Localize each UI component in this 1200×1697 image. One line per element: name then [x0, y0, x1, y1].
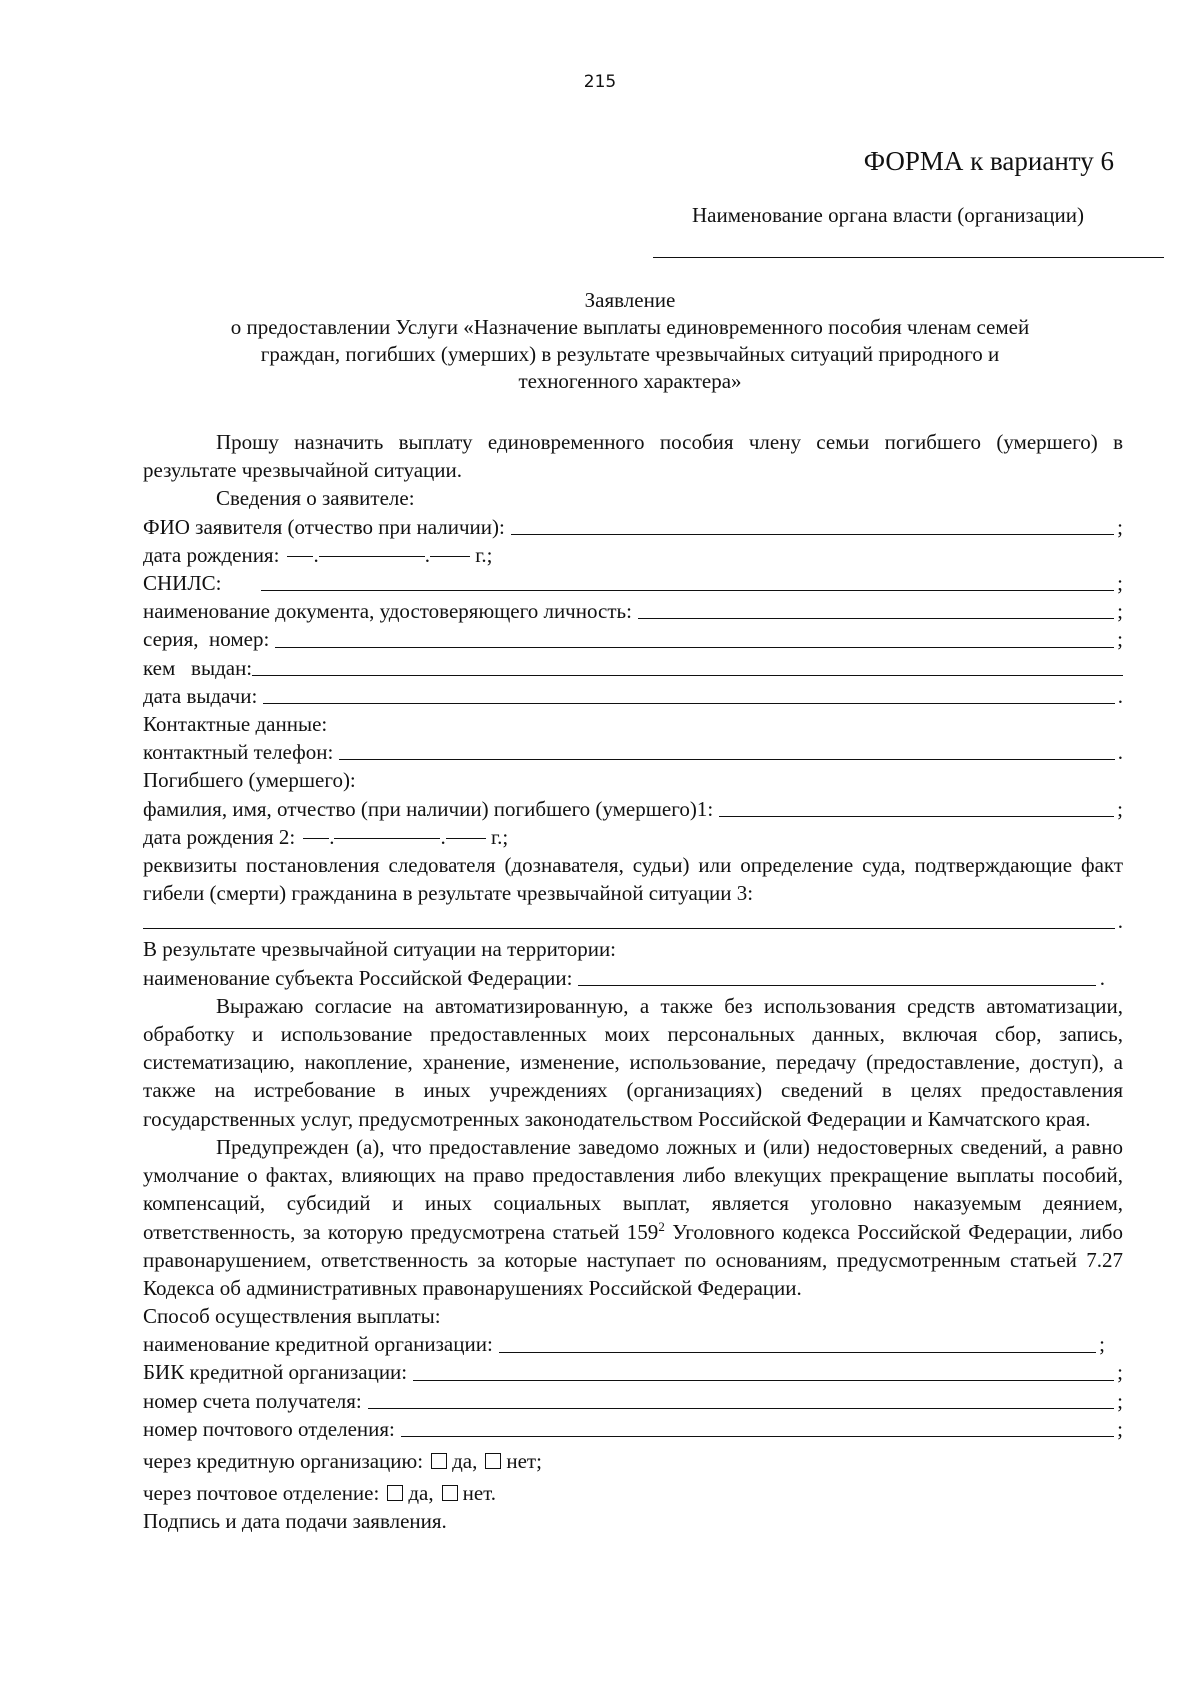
issued-by-label: кем выдан:	[143, 655, 253, 680]
deceased-birth-day-field[interactable]	[303, 837, 329, 839]
row-end: ;	[1117, 514, 1123, 539]
requisites-paragraph: реквизиты постановления следователя (дознавателя, судьи) или определение суда, подтверждающие факт гибели (смерти) гражданина в результате чрезвычайной ситуации 3:	[143, 852, 1123, 906]
form-title: ФОРМА к варианту 6	[863, 146, 1114, 176]
warning-paragraph	[143, 1133, 1123, 1302]
row-end: ;	[1117, 1360, 1123, 1385]
id-doc-row	[143, 597, 1123, 625]
via-post-yes-checkbox[interactable]	[387, 1485, 403, 1501]
subject-row	[143, 964, 1123, 992]
deceased-birthdate-label: дата рождения 2:	[143, 824, 296, 849]
row-end: .	[1117, 909, 1123, 934]
issued-by-row	[143, 654, 1123, 682]
phone-field[interactable]	[339, 758, 1114, 760]
deceased-fio-field[interactable]	[719, 815, 1114, 817]
application-body	[143, 428, 1123, 1536]
date-separator: .	[329, 824, 335, 849]
row-end: ;	[1117, 570, 1123, 595]
via-bank-label: через кредитную организацию:	[143, 1449, 424, 1474]
row-end: .	[1117, 740, 1123, 765]
date-separator: .	[440, 824, 446, 849]
series-number-label: серия, номер:	[143, 627, 270, 652]
issue-date-row	[143, 682, 1123, 710]
yes-label: да,	[452, 1449, 478, 1474]
row-end: ;	[1117, 627, 1123, 652]
birth-year-field[interactable]	[430, 555, 470, 557]
via-post-row	[143, 1479, 1123, 1507]
row-end: ;	[1099, 1332, 1105, 1357]
payment-section-title: Способ осуществления выплаты:	[143, 1304, 441, 1329]
no-label: нет.	[462, 1481, 497, 1506]
snils-row	[143, 569, 1123, 597]
bank-name-label: наименование кредитной организации:	[143, 1332, 493, 1357]
series-number-field[interactable]	[275, 646, 1114, 648]
row-end: .	[1117, 683, 1123, 708]
post-office-row	[143, 1415, 1123, 1443]
warning-text: Предупрежден (а), что предоставление заведомо ложных и (или) недостоверных сведений, а равно умолчание о фактах, влияющих на право предоставления либо влекущих прекращение выплаты пособий, компенсаций, субсидий и иных социальных выплат, является уголовно наказуемым деянием, ответственность, за которую предусмотрена статьей 159	[143, 1134, 1123, 1244]
via-bank-row	[143, 1447, 1123, 1475]
heading-line: граждан, погибших (умерших) в результате чрезвычайных ситуаций природного и	[260, 342, 1000, 366]
requisites-row	[143, 907, 1123, 935]
phone-label: контактный телефон:	[143, 740, 334, 765]
page-number: 215	[583, 72, 617, 92]
id-doc-label: наименование документа, удостоверяющего личность:	[143, 599, 632, 624]
birth-day-field[interactable]	[287, 555, 313, 557]
bank-name-field[interactable]	[499, 1351, 1096, 1353]
via-bank-no-checkbox[interactable]	[485, 1453, 501, 1469]
deceased-birth-year-field[interactable]	[446, 837, 486, 839]
consent-paragraph: Выражаю согласие на автоматизированную, а также без использования средств автоматизации, обработку и использование предоставленных моих персональных данных, включая сбор, запись, систематизацию, накопление, хранение, изменение, использование, передачу (предоставление, доступ), а также на истребование в иных учреждениях (организациях) сведений в целях предоставления государственных услуг, предусмотренных законодательством Российской Федерации и Камчатского края.	[143, 993, 1123, 1131]
deceased-birth-month-field[interactable]	[334, 837, 440, 839]
via-bank-yes-checkbox[interactable]	[431, 1453, 447, 1469]
birth-month-field[interactable]	[319, 555, 425, 557]
requisites-field[interactable]	[143, 927, 1115, 929]
subject-field[interactable]	[578, 984, 1095, 986]
via-post-label: через почтовое отделение:	[143, 1481, 380, 1506]
year-suffix: г.;	[490, 824, 509, 849]
heading-line: о предоставлении Услуги «Назначение выплаты единовременного пособия членам семей	[230, 315, 1030, 339]
deceased-section-title: Погибшего (умершего):	[143, 768, 356, 793]
applicant-fio-row	[143, 513, 1123, 541]
subject-label: наименование субъекта Российской Федерации:	[143, 965, 573, 990]
application-heading	[140, 287, 1120, 395]
warning-text-cont: Уголовного кодекса Российской Федерации, либо правонарушением, ответственность за которые наступает по основаниям, предусмотренным статьей 7.27 Кодекса об административных правонарушениях Российской Федерации.	[143, 1219, 1123, 1300]
date-separator: .	[313, 542, 319, 567]
post-office-label: номер почтового отделения:	[143, 1416, 395, 1441]
account-row	[143, 1387, 1123, 1415]
heading-title: Заявление	[584, 288, 676, 312]
no-label: нет;	[506, 1449, 542, 1474]
applicant-section-title: Сведения о заявителе:	[216, 486, 415, 511]
article-superscript: 2	[658, 1218, 665, 1234]
bank-name-row	[143, 1330, 1123, 1358]
deceased-fio-label: фамилия, имя, отчество (при наличии) погибшего (умершего)1:	[143, 796, 714, 821]
row-end: ;	[1117, 1388, 1123, 1413]
row-end: ;	[1117, 599, 1123, 624]
applicant-birthdate-row	[143, 541, 1123, 569]
phone-row	[143, 738, 1123, 766]
authority-label: Наименование органа власти (организации)	[692, 203, 1084, 227]
snils-label: СНИЛС:	[143, 570, 222, 595]
account-field[interactable]	[368, 1407, 1114, 1409]
bik-row	[143, 1359, 1123, 1387]
contacts-section-title: Контактные данные:	[143, 711, 328, 736]
authority-field[interactable]	[653, 257, 1164, 258]
heading-line: техногенного характера»	[518, 369, 742, 393]
intro-paragraph: Прошу назначить выплату единовременного пособия члену семьи погибшего (умершего) в результате чрезвычайной ситуации.	[143, 430, 1123, 483]
series-number-row	[143, 625, 1123, 653]
issue-date-label: дата выдачи:	[143, 683, 258, 708]
issued-by-field[interactable]	[252, 674, 1123, 676]
bik-label: БИК кредитной организации:	[143, 1360, 408, 1385]
snils-field[interactable]	[261, 589, 1114, 591]
issue-date-field[interactable]	[263, 702, 1114, 704]
bik-field[interactable]	[413, 1379, 1114, 1381]
row-end: ;	[1117, 1416, 1123, 1441]
via-post-no-checkbox[interactable]	[442, 1485, 458, 1501]
applicant-birthdate-label: дата рождения:	[143, 542, 280, 567]
post-office-field[interactable]	[401, 1435, 1114, 1437]
row-end: .	[1099, 965, 1105, 990]
applicant-fio-field[interactable]	[511, 533, 1114, 535]
applicant-fio-label: ФИО заявителя (отчество при наличии):	[143, 514, 505, 539]
deceased-fio-row	[143, 795, 1123, 823]
id-doc-field[interactable]	[638, 617, 1114, 619]
territory-section-title: В результате чрезвычайной ситуации на территории:	[143, 937, 617, 962]
yes-label: да,	[408, 1481, 434, 1506]
date-separator: .	[424, 542, 430, 567]
row-end: ;	[1117, 796, 1123, 821]
signature-line: Подпись и дата подачи заявления.	[143, 1509, 447, 1534]
account-label: номер счета получателя:	[143, 1388, 362, 1413]
year-suffix: г.;	[475, 542, 493, 567]
deceased-birthdate-row	[143, 823, 1123, 851]
